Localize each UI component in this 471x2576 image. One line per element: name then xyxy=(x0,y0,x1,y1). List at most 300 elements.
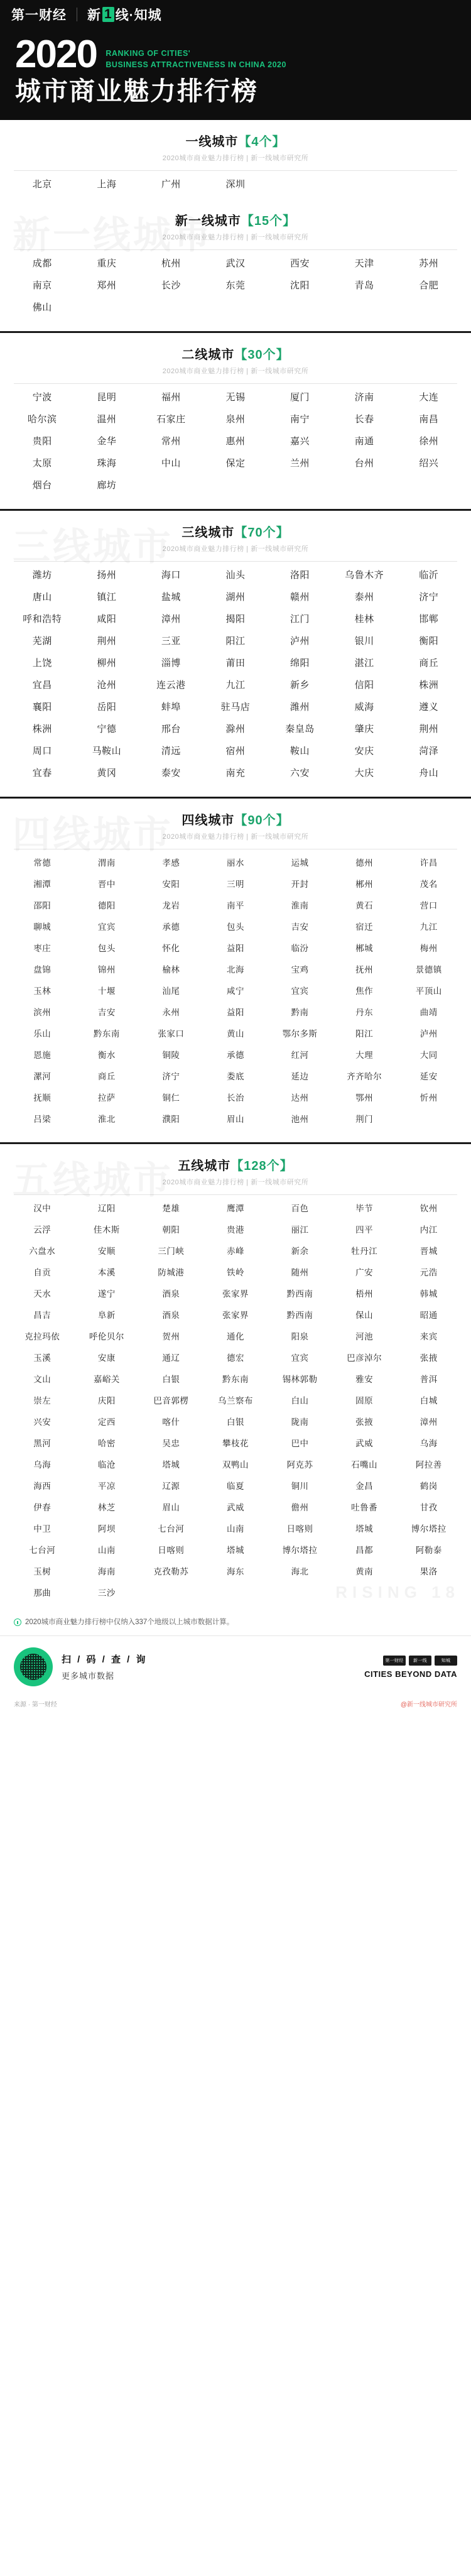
city-item[interactable]: 兴安 xyxy=(33,1417,51,1427)
city-item[interactable]: 驻马店 xyxy=(220,702,251,713)
city-item[interactable]: 新乡 xyxy=(290,680,310,691)
city-item[interactable]: 铜陵 xyxy=(162,1051,180,1061)
city-item[interactable]: 汕尾 xyxy=(162,986,180,996)
city-item[interactable]: 娄底 xyxy=(226,1072,244,1082)
city-item[interactable]: 新余 xyxy=(291,1247,309,1257)
city-item[interactable]: 青岛 xyxy=(354,280,374,292)
city-item[interactable]: 衡水 xyxy=(97,1051,116,1061)
city-item[interactable]: 三亚 xyxy=(161,636,181,647)
city-item[interactable]: 汕头 xyxy=(225,570,246,581)
city-item[interactable]: 周口 xyxy=(32,746,52,757)
city-item[interactable]: 通辽 xyxy=(162,1353,180,1363)
city-item[interactable]: 成都 xyxy=(32,258,52,270)
city-item[interactable]: 阿坝 xyxy=(97,1524,116,1534)
city-item[interactable]: 临汾 xyxy=(291,944,309,954)
city-item[interactable]: 滁州 xyxy=(225,724,246,735)
city-item[interactable]: 枣庄 xyxy=(33,944,51,954)
city-item[interactable]: 白银 xyxy=(226,1417,244,1427)
city-item[interactable]: 佳木斯 xyxy=(93,1225,120,1235)
city-item[interactable]: 黔西南 xyxy=(286,1289,313,1299)
city-item[interactable]: 三沙 xyxy=(97,1588,116,1598)
city-item[interactable]: 珠海 xyxy=(97,458,117,469)
city-item[interactable]: 济南 xyxy=(354,392,374,403)
city-item[interactable]: 本溪 xyxy=(97,1268,116,1278)
city-item[interactable]: 丽水 xyxy=(226,858,244,868)
city-item[interactable]: 温州 xyxy=(97,414,117,425)
city-item[interactable]: 黄山 xyxy=(226,1029,244,1039)
city-item[interactable]: 元浩 xyxy=(420,1268,438,1278)
city-item[interactable]: 汉中 xyxy=(33,1204,51,1214)
city-item[interactable]: 恩施 xyxy=(33,1051,51,1061)
city-item[interactable]: 益阳 xyxy=(226,1008,244,1018)
city-item[interactable]: 肇庆 xyxy=(354,724,374,735)
city-item[interactable]: 长沙 xyxy=(161,280,181,292)
city-item[interactable]: 荆州 xyxy=(97,636,117,647)
city-item[interactable]: 林芝 xyxy=(97,1503,116,1513)
city-item[interactable]: 乐山 xyxy=(33,1029,51,1039)
city-item[interactable]: 宜宾 xyxy=(291,986,309,996)
city-item[interactable]: 海口 xyxy=(161,570,181,581)
city-item[interactable]: 楚雄 xyxy=(162,1204,180,1214)
city-item[interactable]: 宁德 xyxy=(97,724,117,735)
city-item[interactable]: 桂林 xyxy=(354,614,374,625)
city-item[interactable]: 黑河 xyxy=(33,1439,51,1449)
city-item[interactable]: 沈阳 xyxy=(290,280,310,292)
city-item[interactable]: 贺州 xyxy=(162,1332,180,1342)
city-item[interactable]: 株洲 xyxy=(32,724,52,735)
city-item[interactable]: 武威 xyxy=(226,1503,244,1513)
city-item[interactable]: 曲靖 xyxy=(420,1008,438,1018)
city-item[interactable]: 钦州 xyxy=(420,1204,438,1214)
city-item[interactable]: 玉树 xyxy=(33,1567,51,1577)
city-item[interactable]: 长治 xyxy=(226,1093,244,1103)
city-item[interactable]: 德阳 xyxy=(97,901,116,911)
city-item[interactable]: 克拉玛依 xyxy=(24,1332,60,1342)
city-item[interactable]: 巴音郭楞 xyxy=(153,1396,189,1406)
city-item[interactable]: 安康 xyxy=(97,1353,116,1363)
city-item[interactable]: 毕节 xyxy=(355,1204,374,1214)
city-item[interactable]: 承德 xyxy=(162,922,180,932)
city-item[interactable]: 金华 xyxy=(97,436,117,447)
city-item[interactable]: 忻州 xyxy=(420,1093,438,1103)
city-item[interactable]: 无锡 xyxy=(225,392,246,403)
city-item[interactable]: 黄冈 xyxy=(97,768,117,779)
city-item[interactable]: 博尔塔拉 xyxy=(411,1524,447,1534)
city-item[interactable]: 广州 xyxy=(161,179,181,190)
city-item[interactable]: 临夏 xyxy=(226,1482,244,1492)
city-item[interactable]: 安阳 xyxy=(162,880,180,890)
city-item[interactable]: 六盘水 xyxy=(29,1247,56,1257)
city-item[interactable]: 益阳 xyxy=(226,944,244,954)
city-item[interactable]: 七台河 xyxy=(158,1524,185,1534)
city-item[interactable]: 天津 xyxy=(354,258,374,270)
city-item[interactable]: 双鸭山 xyxy=(222,1460,249,1470)
city-item[interactable]: 深圳 xyxy=(225,179,246,190)
city-item[interactable]: 攀枝花 xyxy=(222,1439,249,1449)
city-item[interactable]: 济宁 xyxy=(419,592,439,603)
city-item[interactable]: 中卫 xyxy=(33,1524,51,1534)
city-item[interactable]: 邵阳 xyxy=(33,901,51,911)
city-item[interactable]: 白银 xyxy=(162,1375,180,1385)
city-item[interactable]: 咸宁 xyxy=(226,986,244,996)
city-item[interactable]: 六安 xyxy=(290,768,310,779)
city-item[interactable]: 唐山 xyxy=(32,592,52,603)
city-item[interactable]: 宜宾 xyxy=(97,922,116,932)
city-item[interactable]: 海北 xyxy=(291,1567,309,1577)
city-item[interactable]: 铜川 xyxy=(291,1482,309,1492)
city-item[interactable]: 延边 xyxy=(291,1072,309,1082)
city-item[interactable]: 阳泉 xyxy=(291,1332,309,1342)
city-item[interactable]: 来宾 xyxy=(420,1332,438,1342)
city-item[interactable]: 乌兰察布 xyxy=(217,1396,253,1406)
city-item[interactable]: 梧州 xyxy=(355,1289,374,1299)
city-item[interactable]: 阿拉善 xyxy=(415,1460,442,1470)
city-item[interactable]: 长春 xyxy=(354,414,374,425)
city-item[interactable]: 保定 xyxy=(225,458,246,469)
city-item[interactable]: 江门 xyxy=(290,614,310,625)
city-item[interactable]: 鄂州 xyxy=(355,1093,374,1103)
city-item[interactable]: 连云港 xyxy=(156,680,186,691)
city-item[interactable]: 阳江 xyxy=(225,636,246,647)
city-item[interactable]: 昌都 xyxy=(355,1546,374,1556)
city-item[interactable]: 牡丹江 xyxy=(351,1247,378,1257)
city-item[interactable]: 宁波 xyxy=(32,392,52,403)
city-item[interactable]: 乌海 xyxy=(33,1460,51,1470)
city-item[interactable]: 红河 xyxy=(291,1051,309,1061)
city-item[interactable]: 常德 xyxy=(33,858,51,868)
city-item[interactable]: 上饶 xyxy=(32,658,52,669)
city-item[interactable]: 抚顺 xyxy=(33,1093,51,1103)
city-item[interactable]: 榆林 xyxy=(162,965,180,975)
city-item[interactable]: 南平 xyxy=(226,901,244,911)
city-item[interactable]: 贵港 xyxy=(226,1225,244,1235)
city-item[interactable]: 信阳 xyxy=(354,680,374,691)
city-item[interactable]: 宿迁 xyxy=(355,922,374,932)
city-item[interactable]: 鹤岗 xyxy=(420,1482,438,1492)
city-item[interactable]: 定西 xyxy=(97,1417,116,1427)
city-item[interactable]: 黄南 xyxy=(355,1567,374,1577)
city-item[interactable]: 山南 xyxy=(97,1546,116,1556)
qr-code-icon[interactable] xyxy=(14,1647,53,1686)
city-item[interactable]: 舟山 xyxy=(419,768,439,779)
city-item[interactable]: 果洛 xyxy=(420,1567,438,1577)
city-item[interactable]: 兰州 xyxy=(290,458,310,469)
city-item[interactable]: 大庆 xyxy=(354,768,374,779)
city-item[interactable]: 呼和浩特 xyxy=(23,614,62,625)
city-item[interactable]: 铜仁 xyxy=(162,1093,180,1103)
city-item[interactable]: 朝阳 xyxy=(162,1225,180,1235)
city-item[interactable]: 威海 xyxy=(354,702,374,713)
city-item[interactable]: 湘潭 xyxy=(33,880,51,890)
city-item[interactable]: 北海 xyxy=(226,965,244,975)
city-item[interactable]: 龙岩 xyxy=(162,901,180,911)
city-item[interactable]: 柳州 xyxy=(97,658,117,669)
city-item[interactable]: 阳江 xyxy=(355,1029,374,1039)
city-item[interactable]: 衡阳 xyxy=(419,636,439,647)
city-item[interactable]: 锦州 xyxy=(97,965,116,975)
city-item[interactable]: 赤峰 xyxy=(226,1247,244,1257)
city-item[interactable]: 荆门 xyxy=(355,1115,374,1125)
city-item[interactable]: 营口 xyxy=(420,901,438,911)
city-item[interactable]: 湛江 xyxy=(354,658,374,669)
city-item[interactable]: 阿勒泰 xyxy=(415,1546,442,1556)
city-item[interactable]: 随州 xyxy=(291,1268,309,1278)
city-item[interactable]: 宝鸡 xyxy=(291,965,309,975)
city-item[interactable]: 达州 xyxy=(291,1093,309,1103)
city-item[interactable]: 池州 xyxy=(291,1115,309,1125)
city-item[interactable]: 徐州 xyxy=(419,436,439,447)
city-item[interactable]: 包头 xyxy=(226,922,244,932)
city-item[interactable]: 北京 xyxy=(32,179,52,190)
city-item[interactable]: 黔西南 xyxy=(286,1311,313,1321)
city-item[interactable]: 宜昌 xyxy=(32,680,52,691)
city-item[interactable]: 抚州 xyxy=(355,965,374,975)
city-item[interactable]: 泰安 xyxy=(161,768,181,779)
city-item[interactable]: 吐鲁番 xyxy=(351,1503,378,1513)
city-item[interactable]: 丽江 xyxy=(291,1225,309,1235)
city-item[interactable]: 伊春 xyxy=(33,1503,51,1513)
city-item[interactable]: 平凉 xyxy=(97,1482,116,1492)
city-item[interactable]: 海西 xyxy=(33,1482,51,1492)
city-item[interactable]: 临沧 xyxy=(97,1460,116,1470)
city-item[interactable]: 焦作 xyxy=(355,986,374,996)
city-item[interactable]: 太原 xyxy=(32,458,52,469)
city-item[interactable]: 郴州 xyxy=(355,880,374,890)
city-item[interactable]: 潍州 xyxy=(290,702,310,713)
city-item[interactable]: 金昌 xyxy=(355,1482,374,1492)
city-item[interactable]: 晋城 xyxy=(420,1247,438,1257)
city-item[interactable]: 白山 xyxy=(291,1396,309,1406)
city-item[interactable]: 厦门 xyxy=(290,392,310,403)
city-item[interactable]: 辽源 xyxy=(162,1482,180,1492)
city-item[interactable]: 百色 xyxy=(291,1204,309,1214)
city-item[interactable]: 张家界 xyxy=(222,1289,249,1299)
city-item[interactable]: 清远 xyxy=(161,746,181,757)
city-item[interactable]: 烟台 xyxy=(32,480,52,491)
city-item[interactable]: 洛阳 xyxy=(290,570,310,581)
city-item[interactable]: 拉萨 xyxy=(97,1093,116,1103)
city-item[interactable]: 吴忠 xyxy=(162,1439,180,1449)
city-item[interactable]: 渭南 xyxy=(97,858,116,868)
city-item[interactable]: 淄博 xyxy=(161,658,181,669)
city-item[interactable]: 揭阳 xyxy=(225,614,246,625)
city-item[interactable]: 儋州 xyxy=(291,1503,309,1513)
city-item[interactable]: 银川 xyxy=(354,636,374,647)
city-item[interactable]: 晋中 xyxy=(97,880,116,890)
city-item[interactable]: 运城 xyxy=(291,858,309,868)
city-item[interactable]: 武汉 xyxy=(225,258,246,270)
city-item[interactable]: 郑州 xyxy=(97,280,117,292)
city-item[interactable]: 襄阳 xyxy=(32,702,52,713)
city-item[interactable]: 河池 xyxy=(355,1332,374,1342)
city-item[interactable]: 丹东 xyxy=(355,1008,374,1018)
city-item[interactable]: 台州 xyxy=(354,458,374,469)
city-item[interactable]: 辽阳 xyxy=(97,1204,116,1214)
city-item[interactable]: 菏泽 xyxy=(419,746,439,757)
city-item[interactable]: 漯河 xyxy=(33,1072,51,1082)
city-item[interactable]: 三明 xyxy=(226,880,244,890)
city-item[interactable]: 秦皇岛 xyxy=(285,724,315,735)
city-item[interactable]: 包头 xyxy=(97,944,116,954)
city-item[interactable]: 重庆 xyxy=(97,258,117,270)
city-item[interactable]: 绵阳 xyxy=(290,658,310,669)
city-item[interactable]: 安庆 xyxy=(354,746,374,757)
city-item[interactable]: 遵义 xyxy=(419,702,439,713)
city-item[interactable]: 保山 xyxy=(355,1311,374,1321)
city-item[interactable]: 韩城 xyxy=(420,1289,438,1299)
city-item[interactable]: 株洲 xyxy=(419,680,439,691)
city-item[interactable]: 昌吉 xyxy=(33,1311,51,1321)
city-item[interactable]: 淮北 xyxy=(97,1115,116,1125)
city-item[interactable]: 南通 xyxy=(354,436,374,447)
city-item[interactable]: 眉山 xyxy=(162,1503,180,1513)
city-item[interactable]: 吕梁 xyxy=(33,1115,51,1125)
city-item[interactable]: 镇江 xyxy=(97,592,117,603)
city-item[interactable]: 大连 xyxy=(419,392,439,403)
city-item[interactable]: 大同 xyxy=(420,1051,438,1061)
city-item[interactable]: 德宏 xyxy=(226,1353,244,1363)
city-item[interactable]: 扬州 xyxy=(97,570,117,581)
city-item[interactable]: 吉安 xyxy=(291,922,309,932)
city-item[interactable]: 广安 xyxy=(355,1268,374,1278)
city-item[interactable]: 固原 xyxy=(355,1396,374,1406)
city-item[interactable]: 中山 xyxy=(161,458,181,469)
city-item[interactable]: 东莞 xyxy=(225,280,246,292)
city-item[interactable]: 梅州 xyxy=(420,944,438,954)
city-item[interactable]: 九江 xyxy=(420,922,438,932)
city-item[interactable]: 石家庄 xyxy=(156,414,186,425)
city-item[interactable]: 岳阳 xyxy=(97,702,117,713)
city-item[interactable]: 克孜勒苏 xyxy=(153,1567,189,1577)
city-item[interactable]: 泉州 xyxy=(225,414,246,425)
city-item[interactable]: 云浮 xyxy=(33,1225,51,1235)
city-item[interactable]: 玉林 xyxy=(33,986,51,996)
city-item[interactable]: 张掖 xyxy=(420,1353,438,1363)
city-item[interactable]: 宜宾 xyxy=(291,1353,309,1363)
city-item[interactable]: 黔南 xyxy=(291,1008,309,1018)
city-item[interactable]: 孝感 xyxy=(162,858,180,868)
city-item[interactable]: 遂宁 xyxy=(97,1289,116,1299)
city-item[interactable]: 滨州 xyxy=(33,1008,51,1018)
city-item[interactable]: 通化 xyxy=(226,1332,244,1342)
city-item[interactable]: 呼伦贝尔 xyxy=(89,1332,124,1342)
city-item[interactable]: 南充 xyxy=(225,768,246,779)
city-item[interactable]: 杭州 xyxy=(161,258,181,270)
city-item[interactable]: 安顺 xyxy=(97,1247,116,1257)
city-item[interactable]: 海南 xyxy=(97,1567,116,1577)
city-item[interactable]: 南昌 xyxy=(419,414,439,425)
city-item[interactable]: 酒泉 xyxy=(162,1289,180,1299)
city-item[interactable]: 三门峡 xyxy=(158,1247,185,1257)
city-item[interactable]: 塔城 xyxy=(162,1460,180,1470)
city-item[interactable]: 塔城 xyxy=(226,1546,244,1556)
city-item[interactable]: 喀什 xyxy=(162,1417,180,1427)
city-item[interactable]: 潍坊 xyxy=(32,570,52,581)
city-item[interactable]: 蚌埠 xyxy=(161,702,181,713)
city-item[interactable]: 巴中 xyxy=(291,1439,309,1449)
city-item[interactable]: 齐齐哈尔 xyxy=(347,1072,382,1082)
city-item[interactable]: 石嘴山 xyxy=(351,1460,378,1470)
city-item[interactable]: 廊坊 xyxy=(97,480,117,491)
city-item[interactable]: 黄石 xyxy=(355,901,374,911)
city-item[interactable]: 海东 xyxy=(226,1567,244,1577)
city-item[interactable]: 博尔塔拉 xyxy=(282,1546,318,1556)
city-item[interactable]: 锡林郭勒 xyxy=(282,1375,318,1385)
city-item[interactable]: 铁岭 xyxy=(226,1268,244,1278)
city-item[interactable]: 自贡 xyxy=(33,1268,51,1278)
city-item[interactable]: 昆明 xyxy=(97,392,117,403)
city-item[interactable]: 承德 xyxy=(226,1051,244,1061)
city-item[interactable]: 防城港 xyxy=(158,1268,185,1278)
city-item[interactable]: 文山 xyxy=(33,1375,51,1385)
city-item[interactable]: 乌鲁木齐 xyxy=(345,570,384,581)
city-item[interactable]: 玉溪 xyxy=(33,1353,51,1363)
city-item[interactable]: 濮阳 xyxy=(162,1115,180,1125)
city-item[interactable]: 开封 xyxy=(291,880,309,890)
city-item[interactable]: 鞍山 xyxy=(290,746,310,757)
city-item[interactable]: 漳州 xyxy=(161,614,181,625)
city-item[interactable]: 贵阳 xyxy=(32,436,52,447)
city-item[interactable]: 漳州 xyxy=(420,1417,438,1427)
city-item[interactable]: 怀化 xyxy=(162,944,180,954)
city-item[interactable]: 邢台 xyxy=(161,724,181,735)
city-item[interactable]: 济宁 xyxy=(162,1072,180,1082)
city-item[interactable]: 许昌 xyxy=(420,858,438,868)
city-item[interactable]: 陇南 xyxy=(291,1417,309,1427)
city-item[interactable]: 甘孜 xyxy=(420,1503,438,1513)
city-item[interactable]: 雅安 xyxy=(355,1375,374,1385)
city-item[interactable]: 昭通 xyxy=(420,1311,438,1321)
city-item[interactable]: 临沂 xyxy=(419,570,439,581)
city-item[interactable]: 聊城 xyxy=(33,922,51,932)
city-item[interactable]: 湖州 xyxy=(225,592,246,603)
city-item[interactable]: 阿克苏 xyxy=(286,1460,313,1470)
city-item[interactable]: 武威 xyxy=(355,1439,374,1449)
city-item[interactable]: 咸阳 xyxy=(97,614,117,625)
city-item[interactable]: 泸州 xyxy=(290,636,310,647)
city-item[interactable]: 七台河 xyxy=(29,1546,56,1556)
city-item[interactable]: 庆阳 xyxy=(97,1396,116,1406)
city-item[interactable]: 大理 xyxy=(355,1051,374,1061)
city-item[interactable]: 邯郸 xyxy=(419,614,439,625)
city-item[interactable]: 阜新 xyxy=(97,1311,116,1321)
city-item[interactable]: 延安 xyxy=(420,1072,438,1082)
city-item[interactable]: 黔东南 xyxy=(222,1375,249,1385)
city-item[interactable]: 酒泉 xyxy=(162,1311,180,1321)
city-item[interactable]: 苏州 xyxy=(419,258,439,270)
city-item[interactable]: 商丘 xyxy=(419,658,439,669)
city-item[interactable]: 上海 xyxy=(97,179,117,190)
city-item[interactable]: 福州 xyxy=(161,392,181,403)
city-item[interactable]: 商丘 xyxy=(97,1072,116,1082)
city-item[interactable]: 哈密 xyxy=(97,1439,116,1449)
city-item[interactable]: 乌海 xyxy=(420,1439,438,1449)
city-item[interactable]: 山南 xyxy=(226,1524,244,1534)
city-item[interactable]: 十堰 xyxy=(97,986,116,996)
city-item[interactable]: 泰州 xyxy=(354,592,374,603)
city-item[interactable]: 崇左 xyxy=(33,1396,51,1406)
city-item[interactable]: 张家界 xyxy=(222,1311,249,1321)
city-item[interactable]: 张家口 xyxy=(158,1029,185,1039)
city-item[interactable]: 郴城 xyxy=(355,944,374,954)
city-item[interactable]: 内江 xyxy=(420,1225,438,1235)
city-item[interactable]: 南宁 xyxy=(290,414,310,425)
city-item[interactable]: 泸州 xyxy=(420,1029,438,1039)
city-item[interactable]: 永州 xyxy=(162,1008,180,1018)
city-item[interactable]: 白城 xyxy=(420,1396,438,1406)
city-item[interactable]: 塔城 xyxy=(355,1524,374,1534)
city-item[interactable]: 惠州 xyxy=(225,436,246,447)
